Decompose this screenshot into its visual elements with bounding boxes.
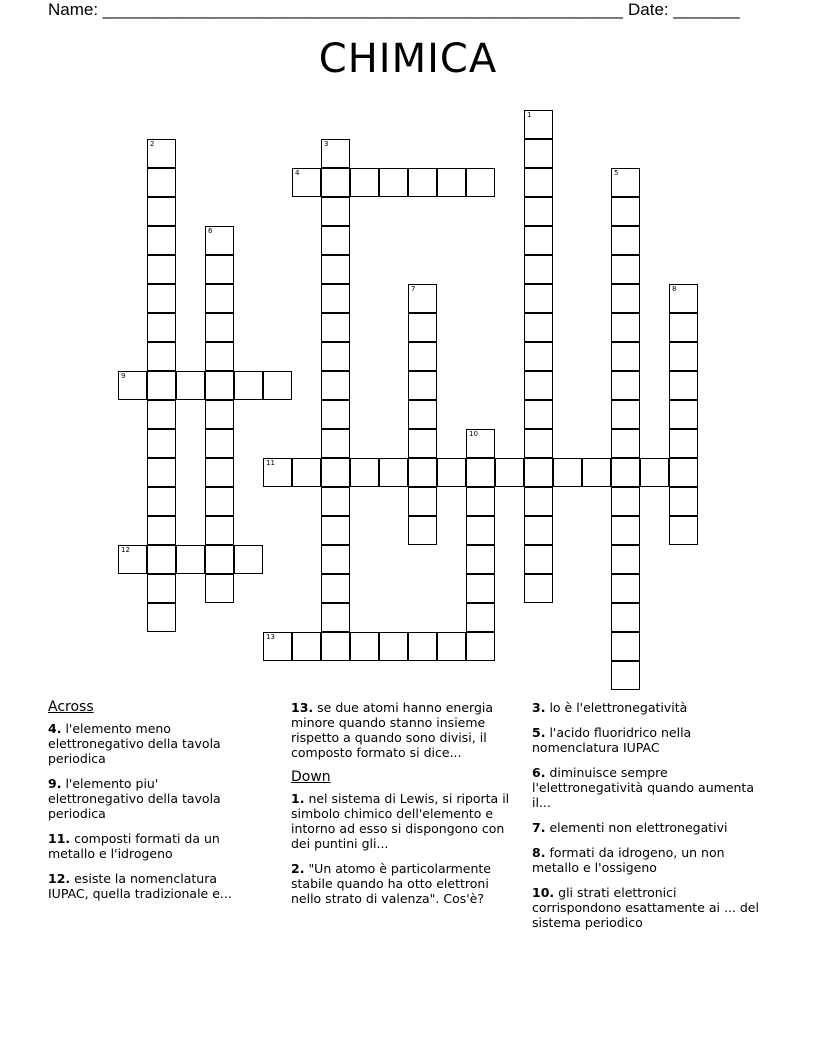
grid-cell[interactable] — [611, 284, 640, 313]
grid-cell[interactable] — [147, 342, 176, 371]
grid-cell[interactable] — [669, 284, 698, 313]
clue-down-5 — [532, 725, 767, 755]
clue-text: lo è l'elettronegatività — [549, 700, 688, 715]
grid-cell[interactable] — [466, 545, 495, 574]
grid-cell[interactable] — [379, 458, 408, 487]
grid-cell[interactable] — [611, 429, 640, 458]
grid-cell[interactable] — [292, 632, 321, 661]
clue-number: 2. — [291, 861, 305, 876]
grid-cell[interactable] — [408, 371, 437, 400]
cell-number: 8 — [672, 285, 677, 293]
grid-cell[interactable] — [669, 458, 698, 487]
clue-number: 5. — [532, 725, 546, 740]
grid-cell[interactable] — [205, 342, 234, 371]
grid-cell[interactable] — [205, 313, 234, 342]
clue-number: 11. — [48, 831, 71, 846]
grid-cell[interactable] — [321, 371, 350, 400]
grid-cell[interactable] — [321, 168, 350, 197]
clue-text: l'elemento meno elettronegativo della tavola periodica — [48, 721, 221, 766]
grid-cell[interactable] — [466, 516, 495, 545]
across-heading: Across — [48, 699, 94, 715]
grid-cell[interactable] — [176, 545, 205, 574]
grid-cell[interactable] — [524, 168, 553, 197]
clue-text: composti formati da un metallo e l'idrogeno — [48, 831, 220, 861]
grid-cell[interactable] — [524, 371, 553, 400]
grid-cell[interactable] — [321, 342, 350, 371]
grid-cell[interactable] — [205, 458, 234, 487]
grid-cell[interactable] — [118, 545, 147, 574]
grid-cell[interactable] — [205, 400, 234, 429]
grid-cell[interactable] — [408, 429, 437, 458]
grid-cell[interactable] — [524, 487, 553, 516]
grid-cell[interactable] — [524, 139, 553, 168]
clue-across-4 — [48, 721, 248, 766]
grid-cell[interactable] — [147, 429, 176, 458]
clue-down-8 — [532, 845, 767, 875]
clue-across-11 — [48, 831, 248, 861]
clue-text: nel sistema di Lewis, si riporta il simbolo chimico dell'elemento e intorno ad esso si dispongono con dei puntini gli... — [291, 791, 510, 851]
cell-number: 11 — [266, 459, 275, 467]
grid-cell[interactable] — [524, 574, 553, 603]
grid-cell[interactable] — [234, 371, 263, 400]
grid-cell[interactable] — [669, 342, 698, 371]
grid-cell[interactable] — [205, 516, 234, 545]
cell-number: 10 — [469, 430, 478, 438]
grid-cell[interactable] — [524, 255, 553, 284]
grid-cell[interactable] — [408, 284, 437, 313]
grid-cell[interactable] — [611, 313, 640, 342]
grid-cell[interactable] — [437, 458, 466, 487]
cell-number: 13 — [266, 633, 275, 641]
grid-cell[interactable] — [524, 545, 553, 574]
clue-number: 9. — [48, 776, 62, 791]
clue-text: l'elemento piu' elettronegativo della tavola periodica — [48, 776, 221, 821]
grid-cell[interactable] — [350, 632, 379, 661]
grid-cell[interactable] — [321, 632, 350, 661]
grid-cell[interactable] — [466, 429, 495, 458]
clues-column-1 — [48, 700, 248, 911]
grid-cell[interactable] — [524, 313, 553, 342]
grid-cell[interactable] — [408, 487, 437, 516]
grid-cell[interactable] — [408, 400, 437, 429]
grid-cell[interactable] — [408, 458, 437, 487]
grid-cell[interactable] — [292, 458, 321, 487]
grid-cell[interactable] — [147, 255, 176, 284]
grid-cell[interactable] — [582, 458, 611, 487]
cell-number: 12 — [121, 546, 130, 554]
clue-number: 3. — [532, 700, 546, 715]
grid-cell[interactable] — [611, 545, 640, 574]
grid-cell[interactable] — [234, 545, 263, 574]
down-heading: Down — [291, 769, 331, 785]
cell-number: 6 — [208, 227, 213, 235]
clues-column-3 — [532, 700, 767, 940]
grid-cell[interactable] — [147, 603, 176, 632]
grid-cell[interactable] — [321, 516, 350, 545]
grid-cell[interactable] — [437, 632, 466, 661]
grid-cell[interactable] — [524, 429, 553, 458]
grid-cell[interactable] — [379, 632, 408, 661]
grid-cell[interactable] — [524, 226, 553, 255]
grid-cell[interactable] — [147, 313, 176, 342]
grid-cell[interactable] — [321, 400, 350, 429]
grid-cell[interactable] — [669, 400, 698, 429]
clue-number: 1. — [291, 791, 305, 806]
grid-cell[interactable] — [524, 284, 553, 313]
grid-cell[interactable] — [611, 168, 640, 197]
grid-cell[interactable] — [321, 139, 350, 168]
grid-cell[interactable] — [640, 458, 669, 487]
grid-cell[interactable] — [147, 226, 176, 255]
grid-cell[interactable] — [205, 284, 234, 313]
grid-cell[interactable] — [524, 400, 553, 429]
grid-cell[interactable] — [611, 197, 640, 226]
grid-cell[interactable] — [321, 284, 350, 313]
grid-cell[interactable] — [147, 284, 176, 313]
clue-number: 13. — [291, 700, 314, 715]
grid-cell[interactable] — [611, 632, 640, 661]
clue-text: esiste la nomenclatura IUPAC, quella tradizionale e... — [48, 871, 232, 901]
clue-number: 8. — [532, 845, 546, 860]
clue-across-13 — [291, 700, 516, 760]
grid-cell[interactable] — [524, 110, 553, 139]
grid-cell[interactable] — [147, 487, 176, 516]
puzzle-title: CHIMICA — [318, 36, 498, 82]
grid-cell[interactable] — [147, 139, 176, 168]
grid-cell[interactable] — [553, 458, 582, 487]
grid-cell[interactable] — [147, 516, 176, 545]
grid-cell[interactable] — [263, 458, 292, 487]
grid-cell[interactable] — [611, 342, 640, 371]
clues-column-2 — [291, 700, 516, 916]
name-label: Name: _______________________________________________________ — [48, 0, 623, 19]
grid-cell[interactable] — [611, 603, 640, 632]
clue-number: 12. — [48, 871, 71, 886]
clue-down-6 — [532, 765, 767, 810]
grid-cell[interactable] — [205, 545, 234, 574]
clue-text: gli strati elettronici corrispondono esattamente ai ... del sistema periodico — [532, 885, 759, 930]
grid-cell[interactable] — [669, 487, 698, 516]
date-label: Date: _______ — [628, 0, 740, 19]
grid-cell[interactable] — [263, 632, 292, 661]
grid-cell[interactable] — [379, 168, 408, 197]
grid-cell[interactable] — [669, 516, 698, 545]
cell-number: 4 — [295, 169, 300, 177]
grid-cell[interactable] — [205, 255, 234, 284]
grid-cell[interactable] — [176, 371, 205, 400]
clue-down-7 — [532, 820, 767, 835]
grid-cell[interactable] — [466, 487, 495, 516]
grid-cell[interactable] — [466, 168, 495, 197]
grid-cell[interactable] — [205, 371, 234, 400]
grid-cell[interactable] — [524, 197, 553, 226]
grid-cell[interactable] — [466, 458, 495, 487]
grid-cell[interactable] — [466, 574, 495, 603]
grid-cell[interactable] — [147, 574, 176, 603]
clue-text: l'acido fluoridrico nella nomenclatura IUPAC — [532, 725, 692, 755]
cell-number: 3 — [324, 140, 329, 148]
grid-cell[interactable] — [524, 458, 553, 487]
grid-cell[interactable] — [611, 371, 640, 400]
cell-number: 2 — [150, 140, 155, 148]
cell-number: 5 — [614, 169, 619, 177]
grid-cell[interactable] — [408, 516, 437, 545]
grid-cell[interactable] — [524, 516, 553, 545]
grid-cell[interactable] — [669, 371, 698, 400]
grid-cell[interactable] — [466, 632, 495, 661]
grid-cell[interactable] — [408, 632, 437, 661]
clue-across-9 — [48, 776, 248, 821]
clue-text: diminuisce sempre l'elettronegatività quando aumenta il... — [532, 765, 754, 810]
grid-cell[interactable] — [147, 197, 176, 226]
grid-cell[interactable] — [408, 313, 437, 342]
grid-cell[interactable] — [437, 168, 466, 197]
grid-cell[interactable] — [611, 226, 640, 255]
grid-cell[interactable] — [321, 255, 350, 284]
grid-cell[interactable] — [321, 197, 350, 226]
grid-cell[interactable] — [147, 458, 176, 487]
grid-cell[interactable] — [408, 342, 437, 371]
clue-number: 10. — [532, 885, 555, 900]
grid-cell[interactable] — [292, 168, 321, 197]
clue-across-12 — [48, 871, 248, 901]
grid-cell[interactable] — [321, 545, 350, 574]
grid-cell[interactable] — [321, 574, 350, 603]
grid-cell[interactable] — [350, 168, 379, 197]
grid-cell[interactable] — [118, 371, 147, 400]
grid-cell[interactable] — [205, 429, 234, 458]
clue-number: 7. — [532, 820, 546, 835]
clue-down-10 — [532, 885, 767, 930]
clue-text: formati da idrogeno, un non metallo e l'ossigeno — [532, 845, 725, 875]
clue-text: se due atomi hanno energia minore quando stanno insieme rispetto a quando sono divisi, il composto formato si dice... — [291, 700, 494, 760]
grid-cell[interactable] — [408, 168, 437, 197]
clue-text: elementi non elettronegativi — [549, 820, 728, 835]
grid-cell[interactable] — [611, 487, 640, 516]
grid-cell[interactable] — [321, 458, 350, 487]
grid-cell[interactable] — [524, 342, 553, 371]
grid-cell[interactable] — [321, 429, 350, 458]
clue-down-1 — [291, 791, 516, 851]
grid-cell[interactable] — [611, 516, 640, 545]
grid-cell[interactable] — [147, 371, 176, 400]
grid-cell[interactable] — [611, 458, 640, 487]
grid-cell[interactable] — [669, 429, 698, 458]
grid-cell[interactable] — [350, 458, 379, 487]
grid-cell[interactable] — [611, 255, 640, 284]
grid-cell[interactable] — [611, 400, 640, 429]
cell-number: 7 — [411, 285, 416, 293]
grid-cell[interactable] — [263, 371, 292, 400]
clue-text: "Un atomo è particolarmente stabile quando ha otto elettroni nello strato di valenza". Cos'è? — [291, 861, 491, 906]
cell-number: 1 — [527, 111, 532, 119]
grid-cell[interactable] — [466, 603, 495, 632]
grid-cell[interactable] — [147, 545, 176, 574]
grid-cell[interactable] — [321, 487, 350, 516]
grid-cell[interactable] — [321, 603, 350, 632]
clue-number: 6. — [532, 765, 546, 780]
grid-cell[interactable] — [147, 400, 176, 429]
grid-cell[interactable] — [611, 574, 640, 603]
grid-cell[interactable] — [321, 226, 350, 255]
grid-cell[interactable] — [495, 458, 524, 487]
grid-cell[interactable] — [669, 313, 698, 342]
grid-cell[interactable] — [205, 574, 234, 603]
clue-down-2 — [291, 861, 516, 906]
clue-number: 4. — [48, 721, 62, 736]
clue-down-3 — [532, 700, 767, 715]
grid-cell[interactable] — [205, 487, 234, 516]
grid-cell[interactable] — [611, 661, 640, 690]
cell-number: 9 — [121, 372, 126, 380]
grid-cell[interactable] — [147, 168, 176, 197]
grid-cell[interactable] — [321, 313, 350, 342]
grid-cell[interactable] — [205, 226, 234, 255]
